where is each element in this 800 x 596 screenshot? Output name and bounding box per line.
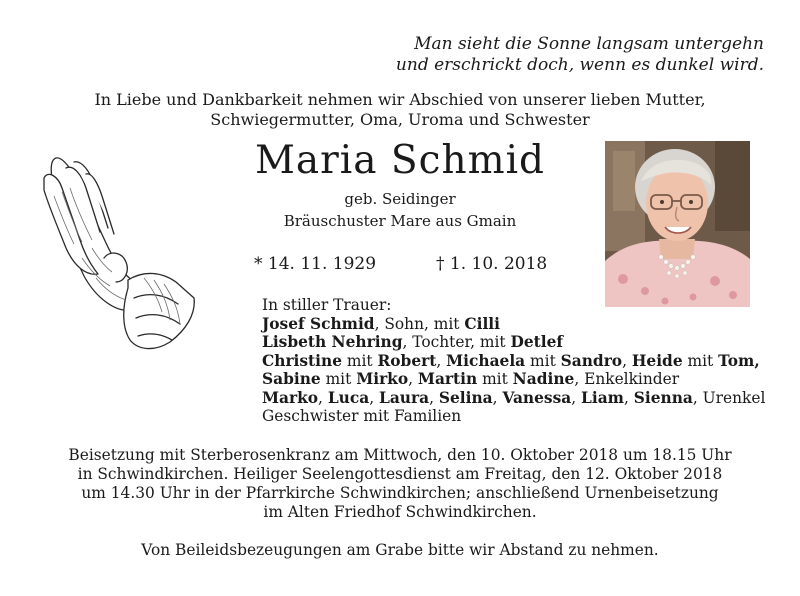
mourner-row xyxy=(262,389,765,408)
mourner-text: , xyxy=(623,388,634,407)
mourner-name: Marko xyxy=(262,388,319,407)
closing-note: Von Beileidsbezeugungen am Grabe bitte wir Abstand zu nehmen. xyxy=(141,541,659,559)
mourner-text: , xyxy=(571,388,582,407)
mourner-name: Martin xyxy=(417,370,478,388)
portrait-photo xyxy=(605,141,750,307)
mourner-name: Luca xyxy=(327,388,370,407)
mourner-name: Nadine xyxy=(512,370,575,388)
mourner-text: , xyxy=(622,351,632,370)
intro-line: Schwiegermutter, Oma, Uroma und Schwester xyxy=(210,110,590,129)
mourner-name: Michaela xyxy=(446,351,526,370)
mourner-name: Josef Schmid xyxy=(262,314,375,333)
mourner-text: mit xyxy=(320,370,357,388)
mourner-name: Christine xyxy=(262,351,342,370)
maiden-name: geb. Seidinger xyxy=(344,190,456,208)
mourner-name: Heide xyxy=(631,351,683,370)
deceased-name: Maria Schmid xyxy=(254,138,546,183)
motto-line: Man sieht die Sonne langsam untergehn xyxy=(414,34,764,54)
mourner-name: Sabine xyxy=(262,370,321,388)
motto-line: und erschrickt doch, wenn es dunkel wird. xyxy=(395,55,764,75)
intro-line: In Liebe und Dankbarkeit nehmen wir Abschied von unserer lieben Mutter, xyxy=(94,90,706,109)
mourners-list xyxy=(262,296,765,426)
praying-hands-icon xyxy=(34,148,199,358)
mourner-name: Lisbeth Nehring xyxy=(262,333,403,351)
funeral-details xyxy=(0,446,800,522)
funeral-line: in Schwindkirchen. Heiliger Seelengottesdienst am Freitag, den 12. Oktober 2018 xyxy=(77,465,723,483)
funeral-line: im Alten Friedhof Schwindkirchen. xyxy=(263,503,537,521)
mourner-row xyxy=(262,352,765,371)
mourner-text: mit xyxy=(477,370,513,388)
motto-quote xyxy=(396,34,764,76)
mourner-text: , xyxy=(436,351,447,370)
mourner-row xyxy=(262,315,765,334)
mourner-text: , Sohn, mit xyxy=(374,314,465,333)
mourner-name: Vanessa xyxy=(502,388,572,407)
mourner-text: mit xyxy=(682,351,719,370)
mourner-text: , xyxy=(429,388,439,407)
mourner-name: Liam xyxy=(581,388,624,407)
mourner-name: Selina xyxy=(438,388,493,407)
mourner-name: Detlef xyxy=(510,333,564,351)
intro-text xyxy=(0,90,800,130)
funeral-line: um 14.30 Uhr in der Pfarrkirche Schwindkirchen; anschließend Urnenbeisetzung xyxy=(81,484,719,502)
mourner-text: , xyxy=(492,388,503,407)
mourner-text: mit xyxy=(342,351,378,370)
mourner-name: Mirko xyxy=(356,370,409,388)
mourner-row xyxy=(262,333,765,352)
funeral-line: Beisetzung mit Sterberosenkranz am Mittwoch, den 10. Oktober 2018 um 18.15 Uhr xyxy=(68,446,732,464)
death-date: † 1. 10. 2018 xyxy=(436,254,548,274)
mourner-text: , Urenkel xyxy=(692,388,766,407)
mourner-name: Sandro xyxy=(560,351,623,370)
mourner-text: , xyxy=(369,388,379,407)
mourners-heading: In stiller Trauer: xyxy=(262,296,392,314)
mourner-text: , Enkelkinder xyxy=(574,370,680,388)
mourner-text: , xyxy=(318,388,328,407)
mourner-text: , xyxy=(408,370,418,388)
mourner-row xyxy=(262,370,765,389)
mourner-row: Geschwister mit Familien xyxy=(262,407,462,425)
mourner-name: Laura xyxy=(379,388,430,407)
mourner-name: Tom, xyxy=(718,351,760,370)
birth-date: * 14. 11. 1929 xyxy=(254,254,377,274)
mourner-name: Sienna xyxy=(633,388,693,407)
mourner-name: Robert xyxy=(377,351,437,370)
mourner-text: mit xyxy=(525,351,561,370)
mourner-name: Cilli xyxy=(464,314,500,333)
nickname: Bräuschuster Mare aus Gmain xyxy=(283,212,517,230)
mourner-text: , Tochter, mit xyxy=(402,333,511,351)
